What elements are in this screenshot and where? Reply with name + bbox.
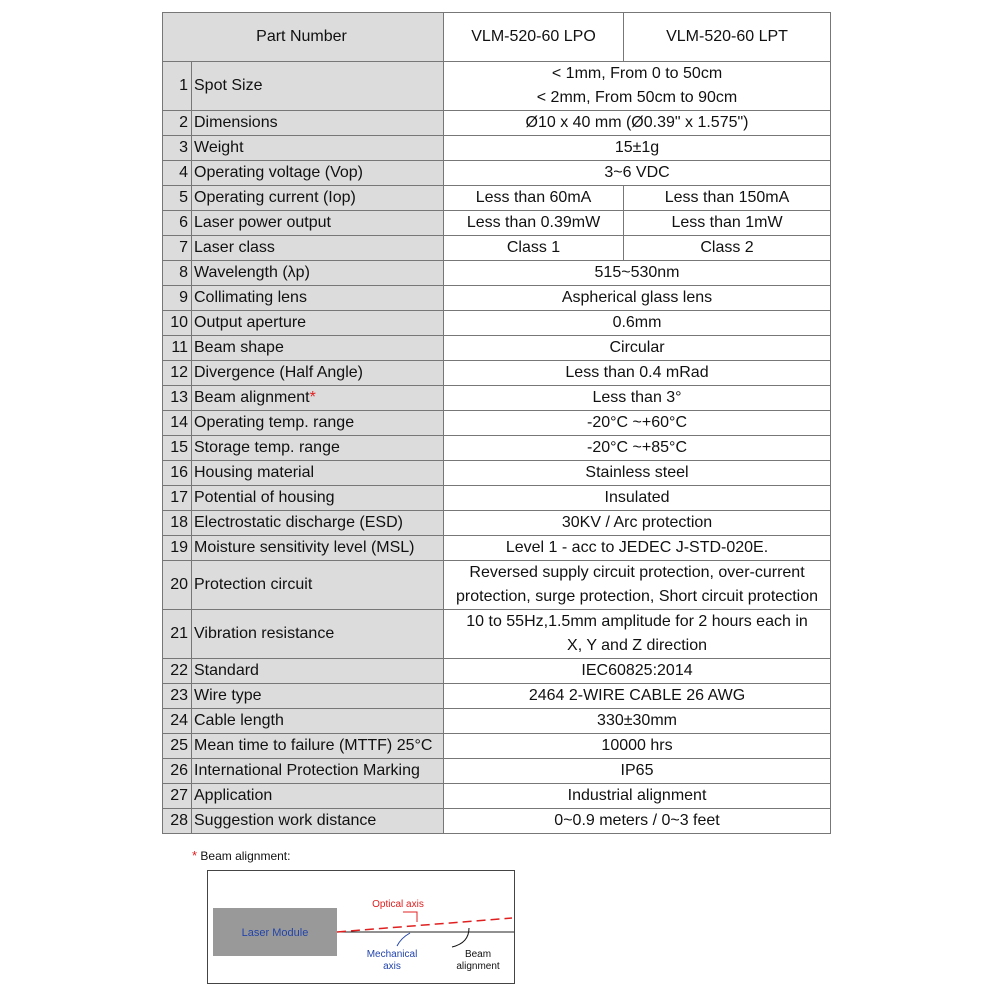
spec-label xyxy=(192,461,444,486)
spec-label-text: Suggestion work distance xyxy=(194,812,377,829)
footnote-text: Beam alignment: xyxy=(200,849,291,863)
spec-row-moisture-sensitivity-level-msl xyxy=(163,536,831,561)
spec-value-lpo: Class 1 xyxy=(444,236,624,261)
spec-value: Circular xyxy=(444,336,831,361)
spec-row-laser-class xyxy=(163,236,831,261)
spec-value-lpo: Less than 60mA xyxy=(444,186,624,211)
spec-label-text: Electrostatic discharge (ESD) xyxy=(194,514,403,531)
footnote-marker: * xyxy=(192,848,198,863)
spec-label-text: Beam alignment xyxy=(194,389,310,406)
spec-label xyxy=(192,536,444,561)
spec-label xyxy=(192,111,444,136)
spec-row-potential-of-housing xyxy=(163,486,831,511)
spec-label xyxy=(192,759,444,784)
beam-alignment-footnote xyxy=(192,848,290,863)
row-number: 8 xyxy=(163,261,192,286)
spec-value: 2464 2-WIRE CABLE 26 AWG xyxy=(444,684,831,709)
spec-value: 330±30mm xyxy=(444,709,831,734)
spec-label xyxy=(192,236,444,261)
spec-value-line: Reversed supply circuit protection, over-current xyxy=(469,564,805,581)
spec-row-cable-length xyxy=(163,709,831,734)
model-lpt-header: VLM-520-60 LPT xyxy=(624,13,831,62)
spec-row-housing-material xyxy=(163,461,831,486)
spec-label xyxy=(192,311,444,336)
spec-label xyxy=(192,62,444,111)
spec-value: Stainless steel xyxy=(444,461,831,486)
row-number: 16 xyxy=(163,461,192,486)
spec-value xyxy=(444,561,831,610)
spec-label-text: Storage temp. range xyxy=(194,439,340,456)
spec-label-text: Beam shape xyxy=(194,339,284,356)
row-number: 18 xyxy=(163,511,192,536)
spec-label xyxy=(192,809,444,834)
spec-label-text: Weight xyxy=(194,139,244,156)
spec-row-laser-power-output xyxy=(163,211,831,236)
beam-alignment-label-line1: Beam xyxy=(464,949,492,960)
spec-table xyxy=(162,12,831,834)
spec-label-text: Operating voltage (Vop) xyxy=(194,164,363,181)
spec-row-mean-time-to-failure-mttf-25-c xyxy=(163,734,831,759)
spec-value: IP65 xyxy=(444,759,831,784)
spec-label-text: Output aperture xyxy=(194,314,307,331)
spec-label-text: Collimating lens xyxy=(194,289,307,306)
spec-row-suggestion-work-distance xyxy=(163,809,831,834)
spec-label xyxy=(192,211,444,236)
spec-row-wire-type xyxy=(163,684,831,709)
spec-row-protection-circuit xyxy=(163,561,831,610)
spec-label xyxy=(192,361,444,386)
spec-label xyxy=(192,486,444,511)
spec-label xyxy=(192,734,444,759)
spec-label xyxy=(192,659,444,684)
spec-label-text: Vibration resistance xyxy=(194,625,335,642)
mechanical-axis-label-line1: Mechanical xyxy=(366,949,418,960)
part-number-header: Part Number xyxy=(163,13,444,62)
row-number: 14 xyxy=(163,411,192,436)
spec-row-divergence-half-angle xyxy=(163,361,831,386)
spec-label xyxy=(192,286,444,311)
spec-value xyxy=(444,62,831,111)
row-number: 10 xyxy=(163,311,192,336)
optical-axis-label: Optical axis xyxy=(372,899,424,910)
spec-value: Less than 3° xyxy=(444,386,831,411)
row-number: 6 xyxy=(163,211,192,236)
laser-module-label: Laser Module xyxy=(241,927,309,939)
spec-table-body xyxy=(163,13,831,834)
spec-value: 10000 hrs xyxy=(444,734,831,759)
spec-label xyxy=(192,436,444,461)
row-number: 28 xyxy=(163,809,192,834)
spec-label-text: Cable length xyxy=(194,712,284,729)
spec-row-beam-shape xyxy=(163,336,831,361)
spec-label xyxy=(192,261,444,286)
spec-row-wavelength-p xyxy=(163,261,831,286)
spec-row-spot-size xyxy=(163,62,831,111)
spec-label xyxy=(192,561,444,610)
spec-label-text: Operating temp. range xyxy=(194,414,355,431)
spec-row-application xyxy=(163,784,831,809)
spec-value-line: 10 to 55Hz,1.5mm amplitude for 2 hours each in xyxy=(466,613,808,630)
spec-row-operating-temp-range xyxy=(163,411,831,436)
spec-label xyxy=(192,784,444,809)
row-number: 25 xyxy=(163,734,192,759)
spec-row-operating-current-iop xyxy=(163,186,831,211)
spec-label-text: Divergence (Half Angle) xyxy=(194,364,363,381)
spec-label-text: Protection circuit xyxy=(194,576,313,593)
spec-value: 0~0.9 meters / 0~3 feet xyxy=(444,809,831,834)
spec-row-collimating-lens xyxy=(163,286,831,311)
spec-value-line: < 1mm, From 0 to 50cm xyxy=(551,65,723,82)
spec-label-text: Laser class xyxy=(194,239,275,256)
spec-value xyxy=(444,610,831,659)
spec-label-text: Operating current (Iop) xyxy=(194,189,356,206)
row-number: 22 xyxy=(163,659,192,684)
spec-value-lpt: Less than 1mW xyxy=(624,211,831,236)
row-number: 13 xyxy=(163,386,192,411)
row-number: 27 xyxy=(163,784,192,809)
spec-value: 15±1g xyxy=(444,136,831,161)
beam-alignment-label-line2: alignment xyxy=(456,961,500,972)
spec-row-vibration-resistance xyxy=(163,610,831,659)
row-number: 9 xyxy=(163,286,192,311)
row-number: 4 xyxy=(163,161,192,186)
mechanical-axis-label-line2: axis xyxy=(383,961,401,972)
footnote-marker: * xyxy=(309,389,316,406)
spec-value-lpt: Class 2 xyxy=(624,236,831,261)
spec-label xyxy=(192,386,444,411)
spec-value-lpo: Less than 0.39mW xyxy=(444,211,624,236)
spec-value: Ø10 x 40 mm (Ø0.39" x 1.575") xyxy=(444,111,831,136)
spec-label-text: Dimensions xyxy=(194,114,278,131)
spec-value: Aspherical glass lens xyxy=(444,286,831,311)
spec-value-line: protection, surge protection, Short circuit protection xyxy=(456,588,818,605)
row-number: 20 xyxy=(163,561,192,610)
row-number: 5 xyxy=(163,186,192,211)
spec-label-text: Mean time to failure (MTTF) 25°C xyxy=(194,737,433,754)
spec-value-line: < 2mm, From 50cm to 90cm xyxy=(536,89,738,106)
spec-label xyxy=(192,336,444,361)
row-number: 1 xyxy=(163,62,192,111)
row-number: 24 xyxy=(163,709,192,734)
beam-alignment-diagram xyxy=(207,870,515,984)
spec-value-line: X, Y and Z direction xyxy=(567,637,707,654)
row-number: 7 xyxy=(163,236,192,261)
spec-label xyxy=(192,610,444,659)
spec-value: Insulated xyxy=(444,486,831,511)
row-number: 2 xyxy=(163,111,192,136)
spec-value: -20°C ~+85°C xyxy=(444,436,831,461)
row-number: 17 xyxy=(163,486,192,511)
spec-row-weight xyxy=(163,136,831,161)
spec-value: Industrial alignment xyxy=(444,784,831,809)
spec-row-standard xyxy=(163,659,831,684)
spec-label-text: Application xyxy=(194,787,273,804)
spec-label-text: Laser power output xyxy=(194,214,331,231)
row-number: 15 xyxy=(163,436,192,461)
spec-row-international-protection-marking xyxy=(163,759,831,784)
spec-label xyxy=(192,684,444,709)
spec-value: 3~6 VDC xyxy=(444,161,831,186)
spec-label xyxy=(192,411,444,436)
spec-value: Less than 0.4 mRad xyxy=(444,361,831,386)
spec-value: 0.6mm xyxy=(444,311,831,336)
spec-row-operating-voltage-vop xyxy=(163,161,831,186)
spec-value: 30KV / Arc protection xyxy=(444,511,831,536)
spec-label-text: International Protection Marking xyxy=(194,762,420,779)
row-number: 12 xyxy=(163,361,192,386)
spec-label xyxy=(192,161,444,186)
row-number: 11 xyxy=(163,336,192,361)
spec-label xyxy=(192,709,444,734)
spec-row-output-aperture xyxy=(163,311,831,336)
spec-value: Level 1 - acc to JEDEC J-STD-020E. xyxy=(444,536,831,561)
spec-label xyxy=(192,136,444,161)
spec-row-storage-temp-range xyxy=(163,436,831,461)
spec-label xyxy=(192,511,444,536)
spec-value: IEC60825:2014 xyxy=(444,659,831,684)
spec-label-text: Potential of housing xyxy=(194,489,335,506)
spec-label-text: Wire type xyxy=(194,687,262,704)
spec-row-beam-alignment xyxy=(163,386,831,411)
spec-label-text: Wavelength (λp) xyxy=(194,264,310,281)
row-number: 21 xyxy=(163,610,192,659)
row-number: 23 xyxy=(163,684,192,709)
spec-label-text: Moisture sensitivity level (MSL) xyxy=(194,539,415,556)
spec-label-text: Housing material xyxy=(194,464,315,481)
spec-label-text: Standard xyxy=(194,662,259,679)
model-lpo-header: VLM-520-60 LPO xyxy=(444,13,624,62)
spec-value: 515~530nm xyxy=(444,261,831,286)
spec-row-electrostatic-discharge-esd xyxy=(163,511,831,536)
spec-row-dimensions xyxy=(163,111,831,136)
row-number: 26 xyxy=(163,759,192,784)
spec-value: -20°C ~+60°C xyxy=(444,411,831,436)
row-number: 19 xyxy=(163,536,192,561)
row-number: 3 xyxy=(163,136,192,161)
spec-value-lpt: Less than 150mA xyxy=(624,186,831,211)
spec-label xyxy=(192,186,444,211)
spec-label-text: Spot Size xyxy=(194,77,263,94)
table-header-row xyxy=(163,13,831,62)
